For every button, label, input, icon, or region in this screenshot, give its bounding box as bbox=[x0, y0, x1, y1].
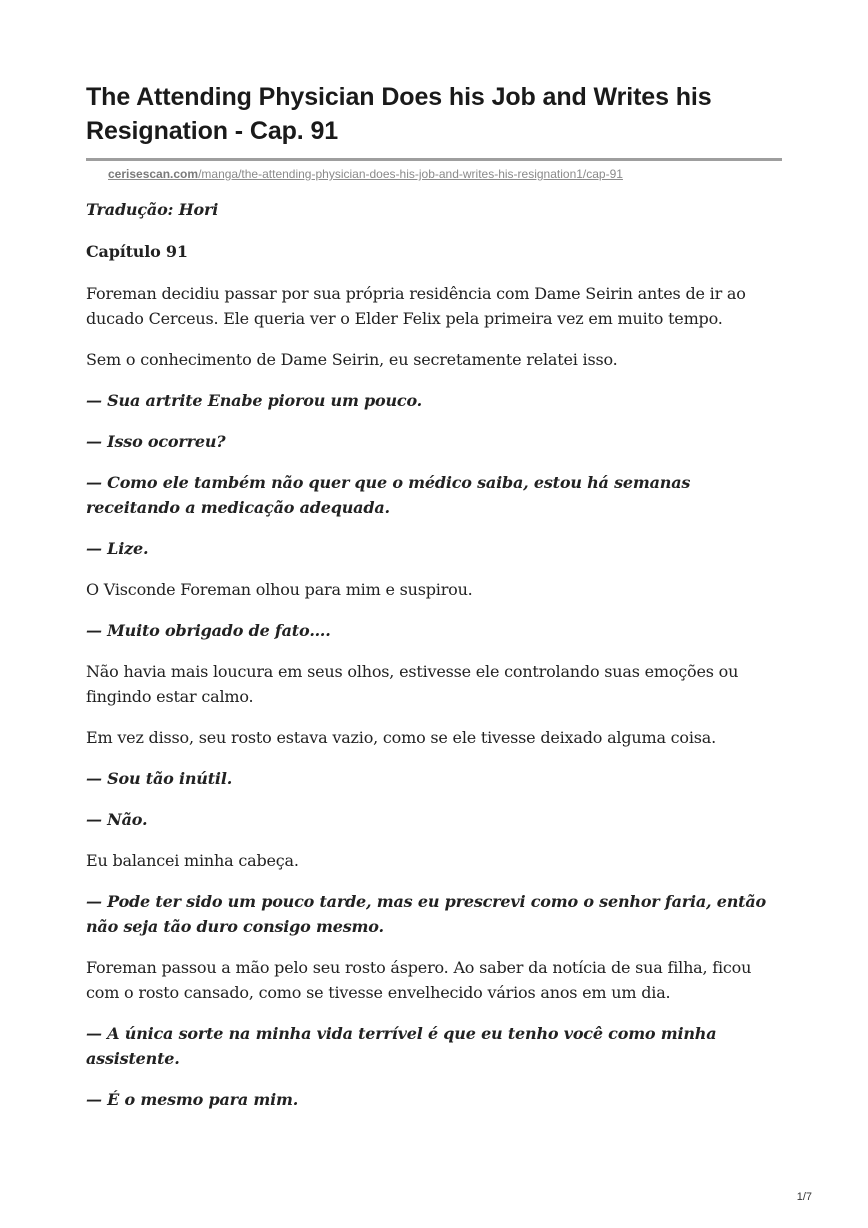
document-page bbox=[86, 80, 782, 1128]
dialog-line: — Pode ter sido um pouco tarde, mas eu prescrevi como o senhor faria, então não seja tão duro consigo mesmo. bbox=[86, 892, 766, 936]
document-title: The Attending Physician Does his Job and Writes his Resignation - Cap. 91 bbox=[86, 83, 712, 145]
narration-paragraph: Eu balancei minha cabeça. bbox=[86, 851, 299, 870]
narration-paragraph: Em vez disso, seu rosto estava vazio, como se ele tivesse deixado alguma coisa. bbox=[86, 728, 717, 747]
dialog-line: — Não. bbox=[86, 810, 148, 829]
dialog-line: — Lize. bbox=[86, 539, 149, 558]
dialog-line: — Muito obrigado de fato…. bbox=[86, 621, 331, 640]
narration-paragraph: O Visconde Foreman olhou para mim e suspirou. bbox=[86, 580, 473, 599]
paragraph-list bbox=[86, 281, 782, 1112]
dialog-line: — Sua artrite Enabe piorou um pouco. bbox=[86, 391, 423, 410]
source-path[interactable]: /manga/the-attending-physician-does-his-job-and-writes-his-resignation1/cap-91 bbox=[198, 167, 623, 181]
chapter-content bbox=[86, 197, 782, 1112]
narration-paragraph: Não havia mais loucura em seus olhos, estivesse ele controlando suas emoções ou fingindo estar calmo. bbox=[86, 662, 739, 706]
page-number: 1/7 bbox=[796, 1191, 812, 1203]
translator-credit: Tradução: Hori bbox=[86, 200, 219, 219]
source-link[interactable] bbox=[108, 167, 782, 181]
narration-paragraph: Foreman passou a mão pelo seu rosto áspero. Ao saber da notícia de sua filha, ficou com o rosto cansado, como se tivesse envelhecido vários anos em um dia. bbox=[86, 958, 752, 1002]
narration-paragraph: Sem o conhecimento de Dame Seirin, eu secretamente relatei isso. bbox=[86, 350, 618, 369]
narration-paragraph: Foreman decidiu passar por sua própria residência com Dame Seirin antes de ir ao ducado Cerceus. Ele queria ver o Elder Felix pela primeira vez em muito tempo. bbox=[86, 284, 746, 328]
dialog-line: — Como ele também não quer que o médico saiba, estou há semanas receitando a medicação adequada. bbox=[86, 473, 691, 517]
chapter-heading: Capítulo 91 bbox=[86, 242, 188, 261]
dialog-line: — Isso ocorreu? bbox=[86, 432, 226, 451]
source-domain[interactable]: cerisescan.com bbox=[108, 167, 199, 181]
dialog-line: — Sou tão inútil. bbox=[86, 769, 233, 788]
title-divider bbox=[86, 158, 782, 161]
dialog-line: — É o mesmo para mim. bbox=[86, 1090, 299, 1109]
dialog-line: — A única sorte na minha vida terrível é que eu tenho você como minha assistente. bbox=[86, 1024, 717, 1068]
